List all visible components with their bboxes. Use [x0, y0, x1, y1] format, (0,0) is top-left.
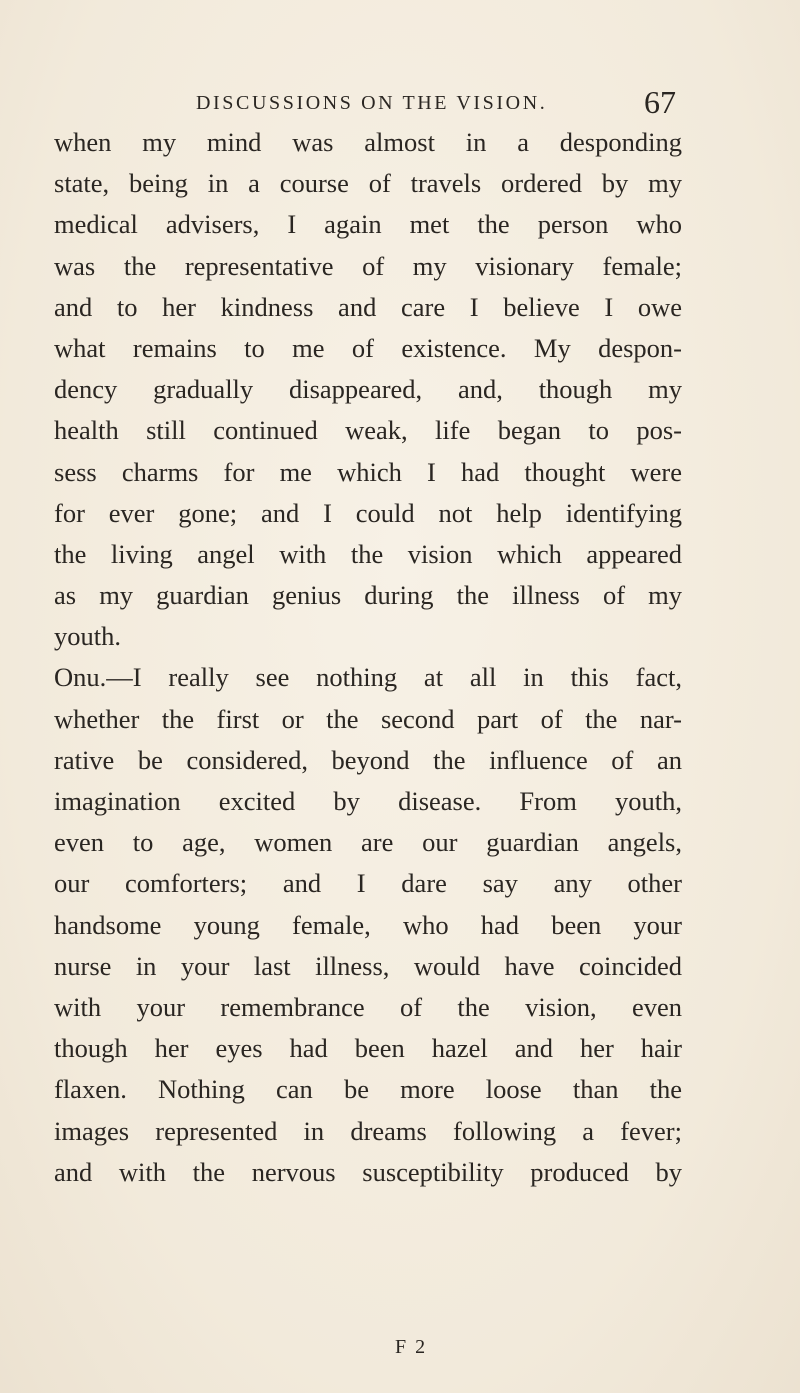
signature-mark: F 2: [395, 1336, 428, 1358]
text-line: medical advisers, I again met the person who: [54, 209, 682, 240]
text-line: handsome young female, who had been your: [54, 909, 682, 940]
text-line: though her eyes had been hazel and her hair: [54, 1033, 682, 1064]
text-line: what remains to me of existence. My despon-: [54, 332, 682, 363]
page-number: 67: [644, 84, 676, 120]
text-line: whether the first or the second part of the nar-: [54, 703, 682, 734]
text-line: imagination excited by disease. From youth,: [54, 786, 682, 816]
text-line: flaxen. Nothing can be more loose than the: [54, 1074, 682, 1105]
body-text: [54, 122, 682, 1193]
text-line: and with the nervous susceptibility produced by: [54, 1156, 682, 1187]
text-line: even to age, women are our guardian angels,: [54, 827, 682, 858]
text-line: nurse in your last illness, would have coincided: [54, 950, 682, 981]
page-header: [196, 84, 676, 124]
text-line: our comforters; and I dare say any other: [54, 868, 682, 899]
text-line: and to her kindness and care I believe I owe: [54, 291, 682, 322]
text-line: the living angel with the vision which appeared: [54, 538, 682, 569]
text-line: as my guardian genius during the illness of my: [54, 580, 682, 611]
text-line: was the representative of my visionary female;: [54, 250, 682, 281]
text-line: sess charms for me which I had thought were: [54, 456, 682, 487]
text-line: health still continued weak, life began to pos-: [54, 415, 682, 446]
text-line: with your remembrance of the vision, even: [54, 991, 682, 1022]
text-line: when my mind was almost in a desponding: [54, 127, 682, 157]
text-line: rative be considered, beyond the influence of an: [54, 744, 682, 775]
text-line: for ever gone; and I could not help identifying: [54, 497, 682, 528]
text-line: dency gradually disappeared, and, though my: [54, 374, 682, 405]
text-line: youth.: [54, 621, 121, 652]
text-line: images represented in dreams following a fever;: [54, 1115, 682, 1146]
text-line: state, being in a course of travels ordered by my: [54, 168, 682, 199]
running-head: DISCUSSIONS ON THE VISION.: [196, 92, 548, 114]
text-line: Onu.—I really see nothing at all in this fact,: [54, 662, 682, 693]
